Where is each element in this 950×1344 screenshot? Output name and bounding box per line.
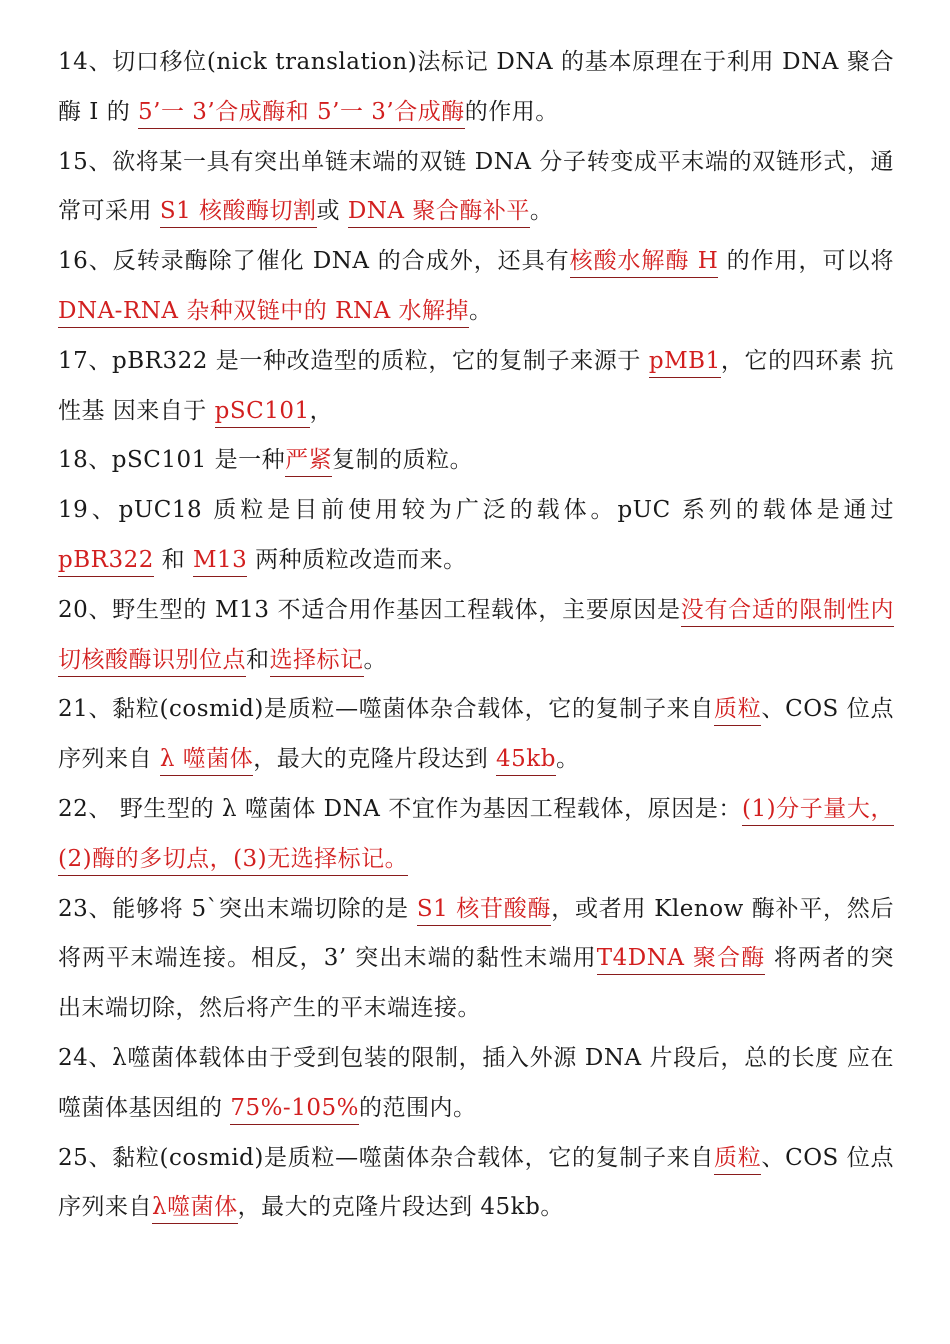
question-item (58, 1134, 894, 1234)
question-item (58, 486, 894, 586)
question-text: 。 (468, 297, 493, 324)
question-item (58, 586, 894, 686)
answer-text: 5’一 3’合成酶和 5’一 3’合成酶 (138, 99, 465, 129)
question-number: 24、 (58, 1044, 113, 1071)
question-item (58, 38, 894, 138)
question-text: λ噬菌体载体由于受到包装的限制，插入外源 DNA 片段后，总的长度 应在噬菌体基因组的 (58, 1044, 894, 1121)
answer-text: pMB1 (649, 348, 721, 378)
question-text: 两种质粒改造而来。 (247, 546, 467, 573)
question-text: 欲将某一具有突出单链末端的双链 DNA 分子转变成平末端的双链形式，通常可采用 (58, 148, 894, 225)
question-item (58, 785, 894, 885)
question-item (58, 685, 894, 785)
question-text: 的作用，可以将 (718, 248, 894, 275)
question-text: 或 (316, 198, 348, 225)
answer-text: S1 核酸酶切割 (160, 198, 317, 228)
question-number: 14、 (58, 49, 113, 75)
question-text: 的范围内。 (358, 1094, 477, 1121)
question-text: 。 (363, 646, 387, 673)
question-number: 18、 (58, 447, 112, 474)
question-text: 反转录酶除了催化 DNA 的合成外，还具有 (112, 248, 570, 275)
question-text: ，或者用 Klenow 酶补平，然后将两平末端连接。相反，3’ 突出末端的黏性末端用 (58, 895, 894, 972)
question-text: 的作用。 (464, 98, 559, 125)
answer-text: (1)分子量大， (2)酶的多切点，(3)无选择标记。 (58, 796, 894, 876)
answer-text: λ噬菌体 (152, 1194, 238, 1224)
question-text: 。 (555, 746, 580, 773)
question-item (58, 337, 894, 437)
answer-text: T4DNA 聚合酶 (597, 945, 766, 975)
question-item (58, 436, 894, 486)
answer-text: pBR322 (58, 547, 154, 577)
question-item (58, 237, 894, 337)
answer-text: 45kb (496, 746, 556, 776)
answer-text: DNA-RNA 杂种双链中的 RNA 水解掉 (58, 298, 469, 328)
question-number: 22、 (58, 795, 112, 822)
answer-text: 严紧 (285, 447, 332, 477)
answer-text: M13 (193, 547, 247, 577)
answer-text: 核酸水解酶 H (570, 248, 719, 278)
question-item (58, 1034, 894, 1134)
answer-text: λ 噬菌体 (160, 746, 253, 776)
question-text: ， (309, 397, 334, 424)
question-text: 黏粒(cosmid)是质粒—噬菌体杂合载体，它的复制子来自 (112, 696, 715, 723)
question-text: 将两者的突出末端切除，然后将产生的平末端连接。 (58, 945, 895, 1022)
question-text: 。 (529, 198, 554, 225)
question-list (58, 38, 894, 1233)
question-text: 野生型的 λ 噬菌体 DNA 不宜作为基因工程载体，原因是： (111, 795, 742, 822)
question-number: 15、 (58, 148, 113, 175)
answer-text: 75%-105% (230, 1095, 359, 1125)
question-text: 、COS 位点序列来自 (58, 1144, 894, 1221)
answer-text: S1 核苷酸酶 (417, 896, 551, 926)
question-number: 23、 (58, 895, 113, 922)
answer-text: 质粒 (714, 696, 761, 726)
question-text: 野生型的 M13 不适合用作基因工程载体，主要原因是 (112, 596, 681, 623)
question-text: ，最大的克隆片段达到 (253, 746, 497, 773)
question-text: ，最大的克隆片段达到 45kb。 (237, 1194, 564, 1221)
question-text: 能够将 5`突出末端切除的是 (112, 895, 417, 922)
answer-text: 没有合适的限制性内 切核酸酶识别位点 (58, 597, 894, 677)
answer-text: 质粒 (714, 1145, 761, 1175)
question-text: 切口移位(nick translation)法标记 DNA 的基本原理在于利用 DNA 聚合 酶 I 的 (58, 49, 894, 125)
question-text: 、COS 位点序列来自 (58, 696, 894, 773)
question-text: 黏粒(cosmid)是质粒—噬菌体杂合载体，它的复制子来自 (112, 1144, 715, 1171)
question-number: 21、 (58, 696, 113, 723)
question-text: ，它的四环素 抗性基 因来自于 (58, 347, 894, 424)
question-number: 25、 (58, 1144, 113, 1171)
answer-text: DNA 聚合酶补平 (348, 198, 530, 228)
question-item (58, 138, 894, 238)
answer-text: 选择标记 (270, 647, 364, 677)
answer-text: pSC101 (215, 398, 310, 428)
question-text: pUC18 质粒是目前使用较为广泛的载体。pUC 系列的载体是通过 (118, 497, 894, 524)
question-text: pBR322 是一种改造型的质粒，它的复制子来源于 (112, 347, 649, 374)
question-text: 和 (153, 546, 193, 573)
question-number: 17、 (58, 347, 113, 374)
question-number: 20、 (58, 596, 113, 623)
question-text: pSC101 是一种 (111, 447, 286, 474)
question-text: 复制的质粒。 (332, 447, 474, 474)
question-number: 19、 (58, 497, 119, 524)
question-item (58, 885, 894, 1034)
question-number: 16、 (58, 248, 113, 275)
question-text: 和 (246, 646, 270, 673)
